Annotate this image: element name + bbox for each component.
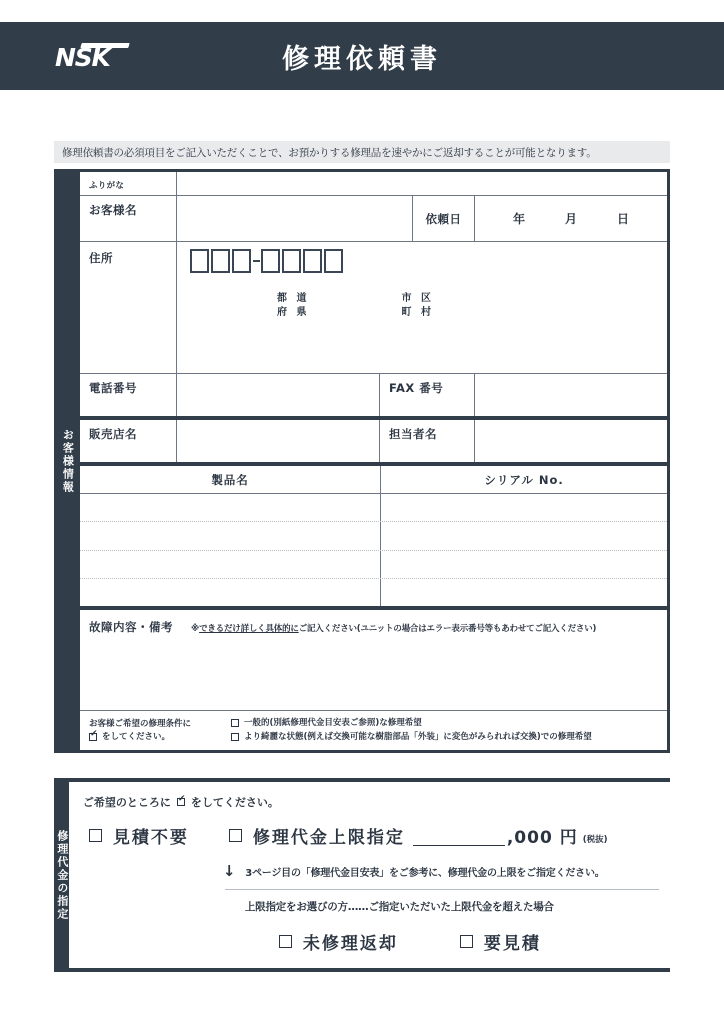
table-row	[80, 551, 667, 579]
option-return-unrepaired[interactable]	[279, 929, 398, 954]
price-instruction-after: をしてください。	[190, 796, 279, 809]
checkbox-icon[interactable]	[89, 829, 102, 842]
postal-box-3[interactable]	[232, 249, 251, 273]
price-option-row	[83, 823, 659, 848]
overflow-options-row	[279, 929, 659, 954]
postal-dash-icon	[253, 260, 260, 263]
serial-no-input[interactable]	[381, 522, 667, 549]
serial-no-input[interactable]	[381, 551, 667, 578]
fault-note-rest: ご記入ください(ユニットの場合はエラー表示番号等もあわせてご記入ください)	[298, 624, 597, 634]
product-name-input[interactable]	[80, 579, 381, 606]
arrow-down-icon: ↓	[222, 862, 236, 880]
address-sublabels	[277, 292, 434, 319]
product-name-input[interactable]	[80, 551, 381, 578]
serial-no-header: シリアル No.	[484, 472, 564, 487]
product-name-input[interactable]	[80, 522, 381, 549]
shop-name-input[interactable]	[177, 420, 380, 462]
repair-condition-option-general-label: 一般的(別紙修理代金目安表ご参照)な修理希望	[244, 718, 422, 729]
notice-bar: 修理依頼書の必須項目をご記入いただくことで、お預かりする修理品を速やかにご返却することが可能となります。	[54, 141, 670, 163]
repair-condition-instruction-line1: お客様ご希望の修理条件に	[89, 718, 192, 729]
date-unit-year: 年	[512, 212, 525, 226]
checkbox-icon[interactable]	[231, 719, 239, 727]
fault-note-prefix: ※	[191, 624, 200, 634]
price-guide-note-text: 3ページ目の「修理代金目安表」をご参考に、修理代金の上限をご指定ください。	[245, 868, 605, 879]
fault-note-underlined: できるだけ詳しく具体的に	[199, 624, 299, 634]
postal-box-1[interactable]	[190, 249, 209, 273]
option-request-estimate-label: 要見積	[483, 934, 541, 954]
furigana-label: ふりがな	[80, 172, 177, 195]
serial-no-input[interactable]	[381, 579, 667, 606]
table-row	[80, 579, 667, 606]
shop-name-label: 販売店名	[80, 420, 177, 462]
fault-description-input[interactable]	[80, 635, 667, 710]
product-name-input[interactable]	[80, 494, 381, 521]
tax-note: (税抜)	[582, 834, 608, 845]
repair-condition-instruction-line2: をしてください。	[102, 731, 171, 742]
amount-suffix: ,000 円	[506, 828, 578, 848]
product-table-header	[80, 466, 667, 494]
request-date-input[interactable]	[475, 196, 667, 241]
page-title: 修理依頼書	[282, 43, 442, 75]
product-name-header: 製品名	[80, 466, 381, 493]
repair-price-side-label-text: 修理代金の指定	[55, 829, 69, 921]
fault-description-note	[191, 622, 596, 634]
option-no-estimate[interactable]	[89, 823, 189, 848]
amount-input[interactable]	[413, 826, 505, 846]
repair-price-block	[54, 778, 670, 972]
staff-name-label: 担当者名	[380, 420, 475, 462]
option-request-estimate[interactable]	[460, 929, 541, 954]
customer-info-side-label	[54, 172, 80, 750]
request-date-label: 依頼日	[413, 196, 475, 241]
date-unit-month: 月	[564, 212, 577, 226]
repair-condition-option-cosmetic-label: より綺麗な状態(例えば交換可能な樹脂部品「外装」に変色がみられれば交換)での修理希望	[244, 731, 592, 742]
option-return-unrepaired-label: 未修理返却	[302, 934, 398, 954]
logo-text: NSK	[55, 43, 110, 72]
telephone-row	[80, 374, 667, 420]
furigana-row	[80, 172, 667, 196]
prefecture-label	[277, 292, 309, 319]
checkbox-icon[interactable]	[279, 935, 292, 948]
page-header	[0, 22, 724, 90]
address-row	[80, 242, 667, 374]
fault-description-header	[80, 610, 667, 635]
customer-name-label: お客様名	[80, 196, 177, 241]
shop-row	[80, 420, 667, 466]
overflow-note: 上限指定をお選びの方……ご指定いただいた上限代金を超えた場合	[244, 901, 554, 913]
date-unit-day: 日	[616, 212, 629, 226]
divider	[225, 889, 659, 890]
telephone-input[interactable]	[177, 374, 380, 416]
checked-checkbox-icon	[89, 733, 97, 741]
postal-code-boxes[interactable]	[190, 249, 345, 273]
nsk-logo	[55, 41, 127, 71]
customer-info-side-label-text: お客様情報	[61, 428, 75, 494]
repair-price-side-label	[54, 782, 69, 968]
fax-input[interactable]	[475, 374, 667, 416]
checkbox-icon[interactable]	[229, 829, 242, 842]
price-instruction	[83, 794, 659, 810]
repair-condition-section	[80, 710, 667, 750]
checkbox-icon[interactable]	[460, 935, 473, 948]
address-input[interactable]	[177, 242, 667, 373]
address-label: 住所	[80, 242, 177, 373]
customer-name-input[interactable]	[177, 196, 413, 241]
repair-condition-option-cosmetic[interactable]	[231, 731, 592, 744]
customer-information-block	[54, 169, 670, 753]
checked-checkbox-icon	[177, 798, 185, 806]
city-label-line1: 市 区	[401, 293, 434, 304]
telephone-label: 電話番号	[80, 374, 177, 416]
checkbox-icon[interactable]	[231, 733, 239, 741]
option-price-cap[interactable]	[229, 823, 405, 848]
product-table-body	[80, 494, 667, 606]
table-row	[80, 522, 667, 550]
fax-label: FAX 番号	[380, 374, 475, 416]
postal-box-2[interactable]	[211, 249, 230, 273]
fault-description-label: 故障内容・備考	[89, 620, 173, 634]
repair-condition-instruction-line2-wrap	[89, 731, 231, 744]
repair-condition-options	[231, 717, 592, 743]
postal-box-4[interactable]	[261, 249, 280, 273]
postal-box-7[interactable]	[324, 249, 343, 273]
city-label	[401, 292, 433, 319]
repair-condition-instruction	[89, 718, 231, 744]
furigana-input[interactable]	[177, 172, 667, 195]
prefecture-label-line2: 府 県	[277, 306, 310, 318]
price-guide-note	[223, 864, 659, 879]
option-no-estimate-label: 見積不要	[112, 828, 189, 848]
customer-name-row	[80, 196, 667, 242]
staff-name-input[interactable]	[475, 420, 667, 462]
table-row	[80, 494, 667, 522]
postal-box-6[interactable]	[303, 249, 322, 273]
serial-no-input[interactable]	[381, 494, 667, 521]
price-instruction-before: ご希望のところに	[82, 796, 171, 809]
city-label-line2: 町 村	[401, 306, 434, 318]
option-price-cap-label: 修理代金上限指定	[252, 828, 405, 848]
prefecture-label-line1: 都 道	[277, 293, 310, 304]
repair-condition-option-general[interactable]	[231, 717, 592, 730]
postal-box-5[interactable]	[282, 249, 301, 273]
fault-description-section	[80, 606, 667, 750]
